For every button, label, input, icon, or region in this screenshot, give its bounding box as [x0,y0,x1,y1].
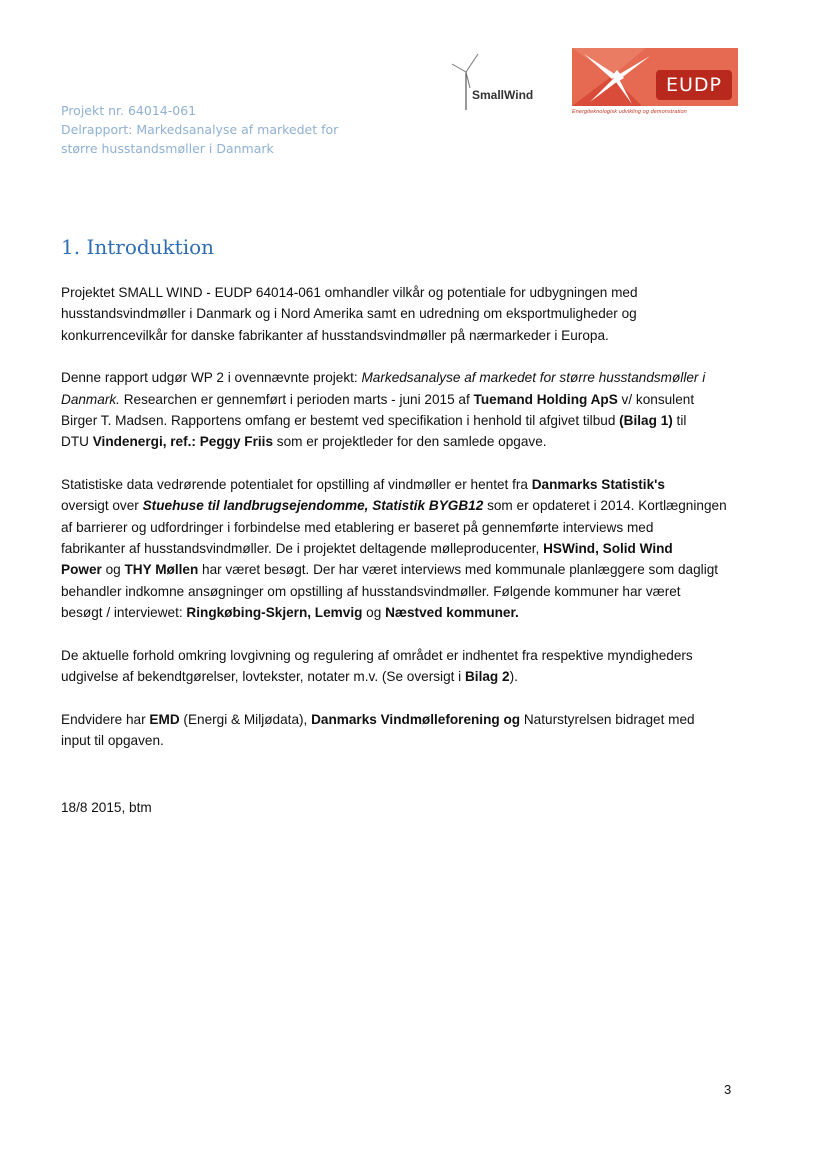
text-run: konkurrencevilkår for danske fabrikanter af husstandsvindmøller på nærmarkeder i Europa. [61,327,609,343]
text-run: Markedsanalyse af markedet for større husstandsmøller i [361,370,706,386]
text-run: Projektet SMALL WIND - EUDP 64014-061 omhandler vilkår og potentiale for udbygningen med [61,285,638,300]
paragraph [61,709,751,752]
text-run: ). [509,668,518,684]
text-run: udgivelse af bekendtgørelser, lovtekster, notater m.v. (Se oversigt i [61,668,465,684]
text-run: (Bilag 1) [619,412,673,428]
text-run: De aktuelle forhold omkring lovgivning og regulering af området er indhentet fra respektive myndigheders [61,647,693,663]
text-line [61,709,751,730]
text-run: af barrierer og udfordringer i forbindelse med etablering er baseret på gennemførte interviews med [61,519,654,535]
introduction-body [61,282,751,773]
paragraph [61,367,751,452]
subreport-title-line-1: Delrapport: Markedsanalyse af markedet for [61,122,339,137]
text-run: EMD [149,711,180,727]
text-line [61,602,751,623]
eudp-tagline: Energiteknologisk udvikling og demonstration [572,109,687,115]
text-run: Birger T. Madsen. Rapportens omfang er bestemt ved specifikation i henhold til afgivet tilbud [61,412,620,428]
paragraph [61,645,751,688]
eudp-logo-text: EUDP [666,74,722,96]
text-run: Danmarks Vindmølleforening og [311,711,521,727]
text-run: THY Møllen [124,562,199,578]
text-run: og [101,562,125,578]
text-run: som er opdateret i 2014. Kortlægningen [483,498,727,514]
text-run: input til opgaven. [61,733,164,749]
text-run: Tuemand Holding ApS [473,391,618,407]
text-run: Denne rapport udgør WP 2 i ovennævnte projekt: [61,370,362,386]
text-line [61,303,751,324]
paragraph [61,282,751,346]
text-run: Bilag 2 [464,668,510,684]
document-date: 18/8 2015, btm [61,800,152,815]
text-line [61,474,751,495]
text-run: behandler indkomne ansøgninger om opstilling af husstandsvindmøller. Følgende kommuner har været [61,583,681,599]
text-run: Danmark. [61,391,120,407]
text-line [61,581,751,602]
text-run: husstandsvindmøller i Danmark og i Nord Amerika samt en udredning om eksportmuligheder og [61,306,637,322]
text-line [61,389,751,410]
text-line [61,645,751,666]
text-line [61,367,751,388]
text-run: Næstved kommuner. [385,604,519,620]
text-run: besøgt / interviewet: [61,604,187,620]
text-line [61,410,751,431]
text-line [61,666,751,687]
text-line [61,431,751,452]
text-run: Stuehuse til landbrugsejendomme, Statistik BYGB12 [142,498,484,514]
section-heading: 1. Introduktion [61,235,215,259]
wind-turbine-icon [448,52,488,112]
text-run: oversigt over [61,498,143,514]
paragraph [61,474,751,623]
text-line [61,325,751,346]
text-run: til [672,412,687,428]
text-run: som er projektleder for den samlede opgave. [273,434,547,450]
text-run: Endvidere har [61,711,150,727]
text-run: Danmarks Statistik's [531,477,665,493]
text-line [61,538,751,559]
text-run: (Energi & Miljødata), [179,711,312,727]
text-run: Statistiske data vedrørende potentialet for opstilling af vindmøller er hentet fra [61,477,532,493]
text-run: og [362,604,386,620]
text-run: Ringkøbing-Skjern, Lemvig [186,604,363,620]
text-run: HSWind, Solid Wind [543,540,673,556]
project-meta [61,101,338,158]
smallwind-logo-text: SmallWind [472,88,534,102]
project-number: Projekt nr. 64014-061 [61,103,197,118]
text-run: Vindenergi, ref.: Peggy Friis [92,434,274,450]
text-line [61,730,751,751]
page-number: 3 [724,1082,732,1097]
text-run: DTU [61,434,93,450]
text-run: har været besøgt. Der har været interviews med kommunale planlæggere som dagligt [198,562,719,578]
text-line [61,517,751,538]
text-run: Power [61,562,102,578]
text-run: v/ konsulent [617,391,695,407]
text-line [61,495,751,516]
text-line [61,559,751,580]
text-run: Researchen er gennemført i perioden marts - juni 2015 af [119,391,474,407]
text-run: Naturstyrelsen bidraget med [520,711,695,727]
eudp-logo [572,48,738,122]
smallwind-logo [448,52,548,112]
text-run: fabrikanter af husstandsvindmøller. De i projektet deltagende mølleproducenter, [61,540,544,556]
text-line [61,282,751,303]
subreport-title-line-2: større husstandsmøller i Danmark [61,141,274,156]
